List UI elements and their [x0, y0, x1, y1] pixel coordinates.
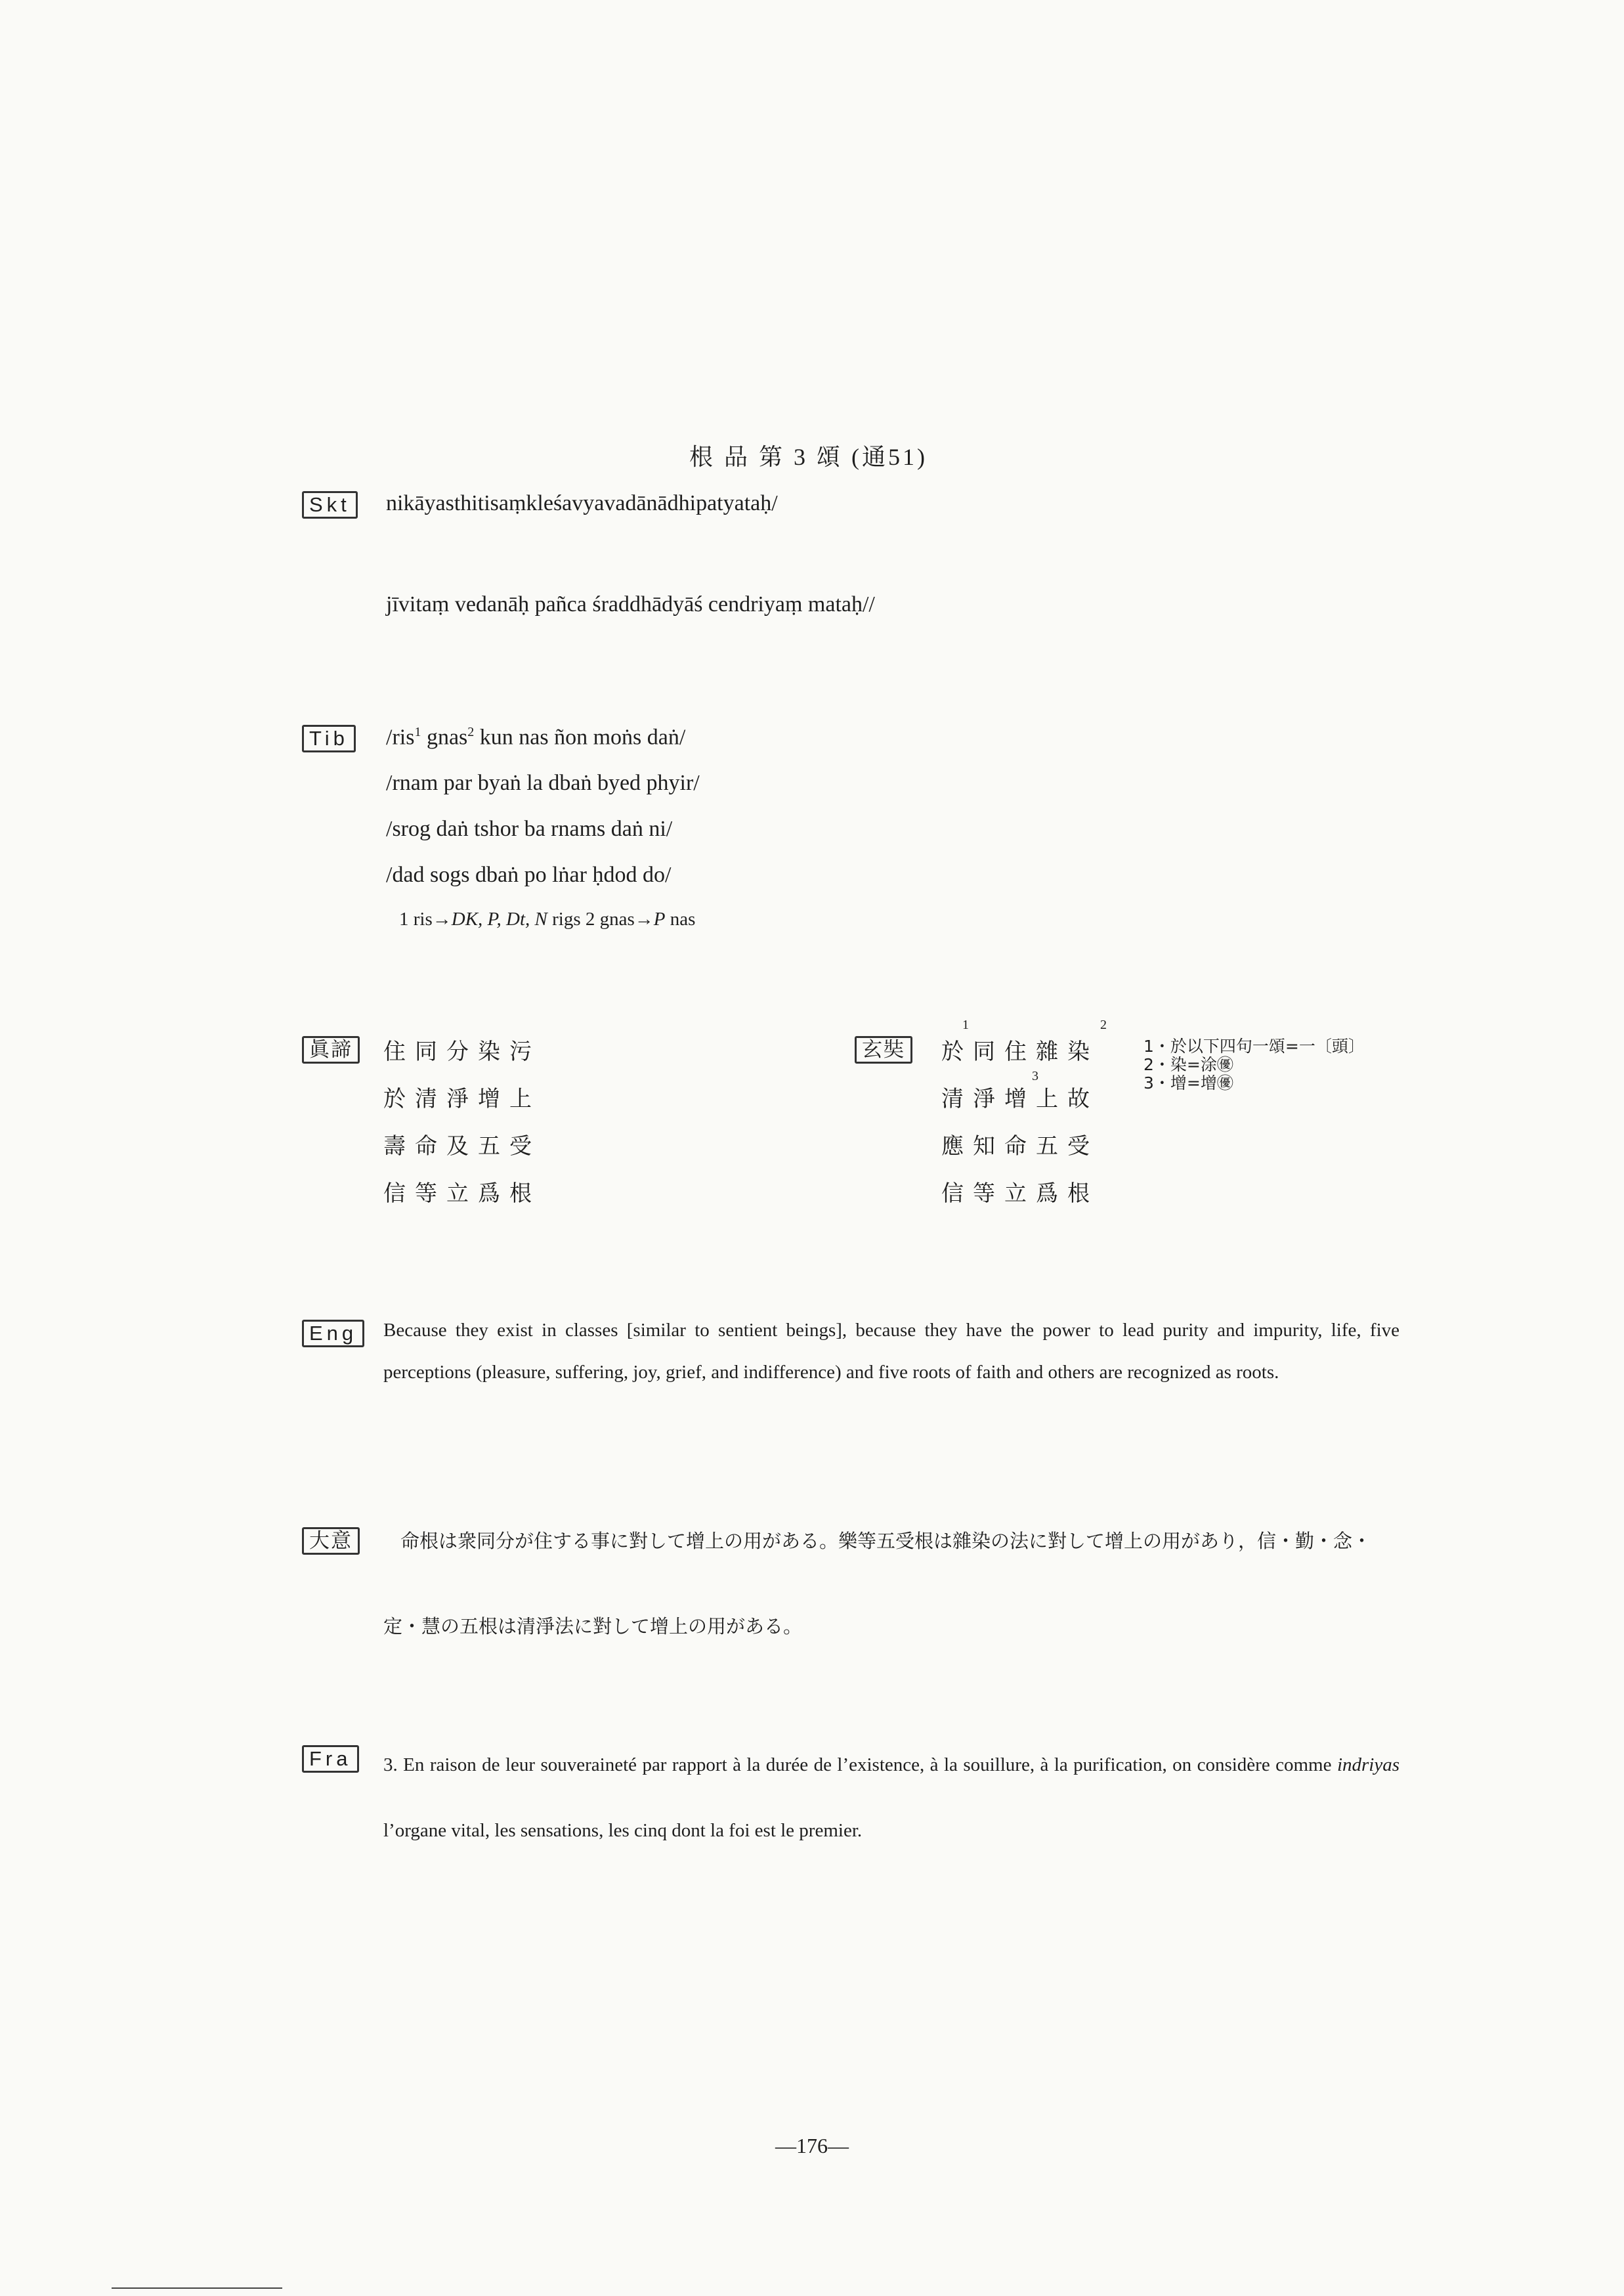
zhendi-line-3: 壽命及五受	[383, 1133, 541, 1159]
xuanzang-line-1: 於同住雜染	[941, 1039, 1099, 1065]
tib-footnote-mark-1: 1	[414, 725, 421, 739]
xuanzang-mark-3: 3	[1032, 1069, 1038, 1083]
xuanzang-note-3: 3・增=增㊝	[1143, 1073, 1233, 1093]
tib-note-part-e: nas	[665, 909, 696, 930]
zhendi-label: 眞諦	[302, 1036, 360, 1064]
fra-text-part-b: l’organe vital, les sensations, les cinq dont la foi est le premier.	[383, 1820, 863, 1841]
scan-edge-rule	[112, 2287, 282, 2289]
tib-line-1-part-c: kun nas ñon moṅs daṅ/	[474, 725, 686, 750]
tib-line-1-part-a: /ris	[386, 725, 415, 750]
tib-label: Tib	[302, 725, 356, 752]
taii-summary: 命根は衆同分が住する事に對して增上の用がある。樂等五受根は雜染の法に對して增上の用があり，信・勤・念・定・慧の五根は清淨法に對して增上の用がある。	[383, 1530, 1372, 1637]
tib-note-sigla-1: DK, P, Dt, N	[451, 909, 547, 930]
skt-line-1: nikāyasthitisaṃkleśavyavadānādhipatyataḥ/	[386, 491, 778, 515]
eng-translation: Because they exist in classes [similar to sentient beings], because they have the power to lead purity and impurity, life, five perceptions (pleasure, suffering, joy, grief, and indifference) and five roots of faith and others are recognized as roots.	[383, 1320, 1400, 1383]
xuanzang-note-1: 1・於以下四句一頌=一〔頭〕	[1143, 1037, 1365, 1056]
zhendi-line-1: 住同分染污	[383, 1039, 541, 1065]
fra-translation	[383, 1732, 1400, 1863]
fra-label: Fra	[302, 1745, 359, 1773]
tib-footnote-mark-2: 2	[467, 725, 475, 739]
tib-note-part-a: 1 ris→	[399, 909, 452, 930]
xuanzang-line-3: 應知命五受	[941, 1133, 1099, 1159]
tib-line-3: /srog daṅ tshor ba rnams daṅ ni/	[386, 817, 673, 841]
skt-line-2: jīvitaṃ vedanāḥ pañca śraddhādyāś cendriyaṃ mataḥ//	[386, 592, 875, 617]
xuanzang-mark-1: 1	[962, 1018, 969, 1032]
zhendi-line-4: 信等立爲根	[383, 1180, 541, 1207]
xuanzang-line-2: 清淨增上故	[941, 1086, 1099, 1112]
zhendi-line-2: 於清淨增上	[383, 1086, 541, 1112]
tib-note-part-c: rigs 2 gnas→	[547, 909, 654, 930]
fra-term-indriyas: indriyas	[1336, 1754, 1400, 1775]
eng-label: Eng	[302, 1320, 364, 1347]
fra-text-part-a: 3. En raison de leur souveraineté par rapport à la durée de l’existence, à la souillure, à la purification, on considère comme	[383, 1754, 1337, 1775]
page-heading: 根 品 第 3 頌 (通51)	[689, 444, 928, 470]
tib-variant-notes	[399, 909, 695, 930]
tib-line-1-part-b: gnas	[421, 725, 468, 750]
xuanzang-label: 玄奘	[855, 1036, 912, 1064]
taii-label: 大意	[302, 1527, 360, 1555]
xuanzang-mark-2: 2	[1100, 1018, 1107, 1032]
xuanzang-note-2: 2・染=涂㊝	[1143, 1055, 1233, 1074]
xuanzang-line-4: 信等立爲根	[941, 1180, 1099, 1207]
page-number: —176—	[775, 2134, 849, 2157]
tib-line-1	[386, 725, 685, 750]
tib-line-4: /dad sogs dbaṅ po lṅar ḥdod do/	[386, 863, 672, 887]
skt-label: Skt	[302, 491, 358, 519]
tib-note-sigla-2: P	[653, 909, 666, 930]
tib-line-2: /rnam par byaṅ la dbaṅ byed phyir/	[386, 771, 700, 795]
